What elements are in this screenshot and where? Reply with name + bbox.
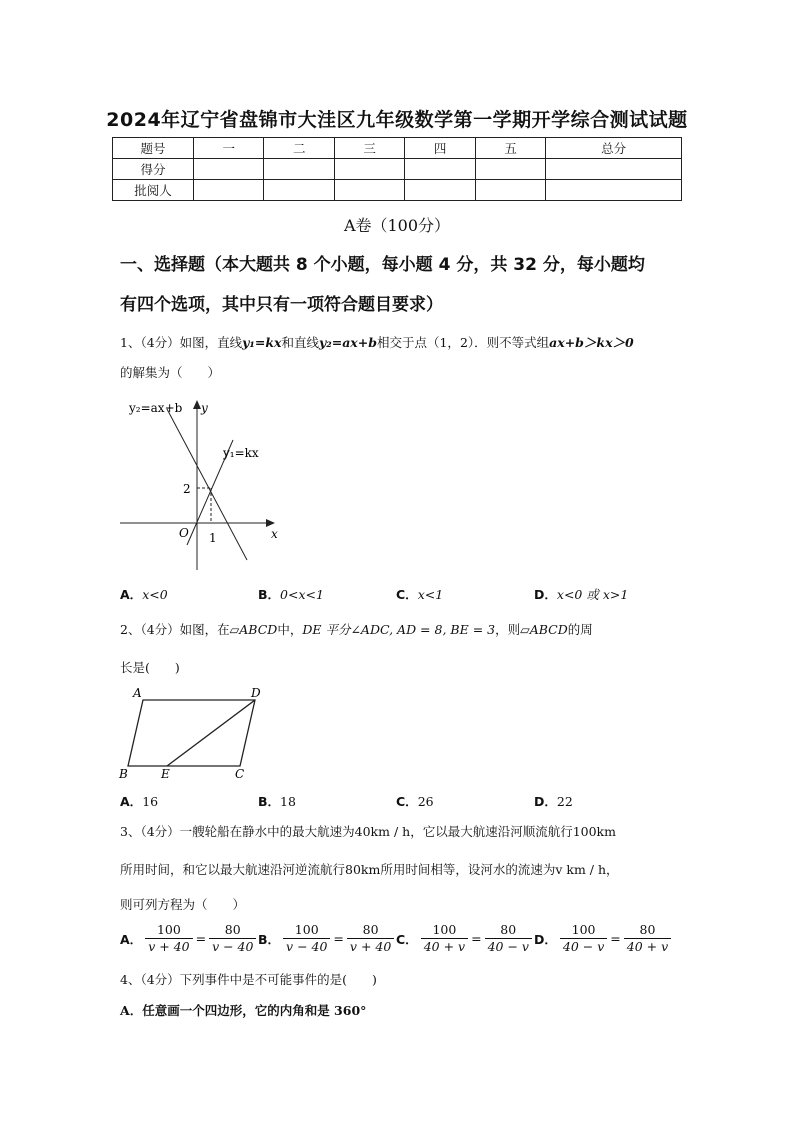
fraction: $\frac{100}{40 + v}$ (421, 922, 468, 955)
table-cell (264, 159, 334, 180)
q1-inequality: ax+b＞kx＞0 (549, 335, 634, 350)
part1-heading-line1: 一、选择题（本大题共 8 个小题，每小题 4 分，共 32 分，每小题均 (120, 255, 645, 275)
q3-stem-line2: 所用时间，和它以最大航速沿河逆流航行80km所用时间相等，设河水的流速为v km / h， (120, 862, 619, 877)
label-origin: O (179, 526, 189, 540)
vertex-b: B (119, 767, 128, 781)
label-y: y (201, 401, 208, 415)
q2-stem-line1: 2、（4分）如图，在▱ABCD中，DE 平分∠ADC, AD = 8, BE = 3，则▱ABCD的周 (120, 622, 593, 637)
score-table-header-row (113, 138, 682, 159)
table-cell: 三 (334, 138, 404, 159)
table-cell: 二 (264, 138, 334, 159)
q1-mid1: 和直线 (281, 335, 319, 350)
label-2: 2 (183, 482, 191, 496)
q4-stem-line1: 4、（4分）下列事件中是不可能事件的是( ) (120, 972, 377, 987)
x-axis-arrow-icon (266, 519, 275, 527)
page-title: 2024年辽宁省盘锦市大洼区九年级数学第一学期开学综合测试试题 (106, 109, 688, 131)
table-cell (475, 159, 545, 180)
q1-stem-line1 (120, 333, 680, 353)
table-cell (405, 159, 475, 180)
q2-option-a[interactable]: A．16 (120, 794, 159, 809)
table-cell: 得分 (113, 159, 194, 180)
table-cell (194, 159, 264, 180)
point-e: E (161, 767, 170, 781)
q2-option-b[interactable]: B．18 (258, 794, 296, 809)
vertex-d: D (251, 686, 261, 700)
table-cell: 总分 (546, 138, 682, 159)
q2-option-c[interactable]: C．26 (396, 794, 434, 809)
q2-parallelogram-figure (115, 685, 275, 785)
score-table-row (113, 159, 682, 180)
label-y2: y₂=ax+b (129, 401, 183, 415)
fraction: $\frac{80}{40 - v}$ (485, 922, 532, 955)
section-a-label: A卷（100分） (343, 216, 451, 235)
q1-option-c[interactable]: C．x<1 (396, 587, 444, 602)
q3-stem-line3: 则可列方程为（ ） (120, 897, 246, 912)
q3-stem-line1: 3、（4分）一艘轮船在静水中的最大航速为40km / h，它以最大航速沿河顺流航行100km (120, 824, 616, 839)
fraction: $\frac{100}{40 - v}$ (560, 922, 607, 955)
table-cell (334, 180, 404, 201)
q2-option-d[interactable]: D．22 (534, 794, 573, 809)
label-x: x (271, 527, 278, 541)
table-cell (546, 159, 682, 180)
score-table (112, 137, 682, 201)
q4-option-a[interactable]: A．任意画一个四边形，它的内角和是 360° (120, 1003, 367, 1018)
vertex-a: A (133, 686, 142, 700)
table-cell (405, 180, 475, 201)
part1-heading-line2: 有四个选项，其中只有一项符合题目要求） (120, 295, 443, 315)
fraction: $\frac{80}{v + 40}$ (347, 922, 394, 955)
table-cell (546, 180, 682, 201)
table-cell (264, 180, 334, 201)
q3-option-c[interactable]: C． $\frac{100}{40 + v}$ = $\frac{80}{40 - v}$ (396, 922, 532, 955)
table-cell (475, 180, 545, 201)
table-cell: 题号 (113, 138, 194, 159)
q3-option-d[interactable]: D． $\frac{100}{40 - v}$ = $\frac{80}{40 + v}$ (534, 922, 671, 955)
q1-option-b[interactable]: B．0<x<1 (258, 587, 324, 602)
q1-prefix: 1、（4分）如图，直线 (120, 335, 243, 350)
table-cell (194, 180, 264, 201)
table-cell (334, 159, 404, 180)
q1-stem-line2: 的解集为（ ） (120, 365, 221, 380)
fraction: $\frac{80}{v - 40}$ (209, 922, 256, 955)
q1-option-a[interactable]: A．x<0 (120, 587, 168, 602)
q1-option-d[interactable]: D．x<0 或 x>1 (534, 587, 629, 602)
score-table-row (113, 180, 682, 201)
fraction: $\frac{80}{40 + v}$ (624, 922, 671, 955)
parallelogram-abcd (128, 700, 255, 766)
label-1: 1 (209, 531, 217, 545)
vertex-c: C (235, 767, 245, 781)
table-cell: 一 (194, 138, 264, 159)
table-cell: 五 (475, 138, 545, 159)
y-axis-arrow-icon (193, 400, 201, 409)
table-cell: 批阅人 (113, 180, 194, 201)
q1-y1: y₁=kx (242, 335, 282, 350)
q2-stem-line2: 长是( ) (120, 660, 180, 675)
q2-condition: DE 平分∠ADC, AD = 8, BE = 3 (302, 622, 496, 637)
q3-option-b[interactable]: B． $\frac{100}{v - 40}$ = $\frac{80}{v + 40}$ (258, 922, 394, 955)
fraction: $\frac{100}{v - 40}$ (283, 922, 330, 955)
q1-mid2: 相交于点（1，2）．则不等式组 (376, 335, 550, 350)
fraction: $\frac{100}{v + 40}$ (145, 922, 192, 955)
table-cell: 四 (405, 138, 475, 159)
label-y1: y₁=kx (223, 446, 259, 460)
q3-option-a[interactable]: A． $\frac{100}{v + 40}$ = $\frac{80}{v - 40}$ (120, 922, 256, 955)
q1-y2: y₂=ax+b (319, 335, 377, 350)
q1-graph (115, 395, 290, 575)
